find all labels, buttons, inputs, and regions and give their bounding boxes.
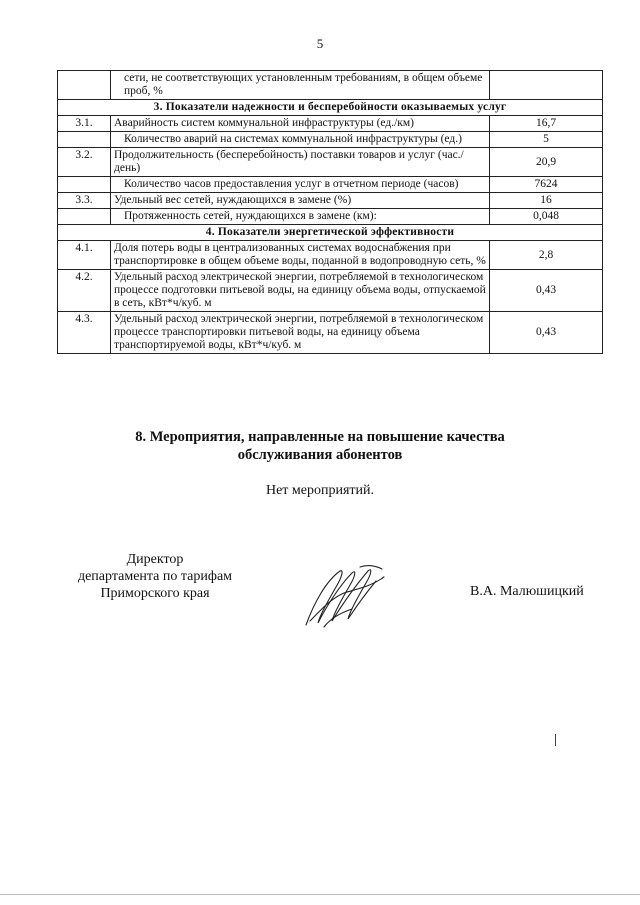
indicator-value: 5 bbox=[490, 132, 603, 148]
page-bottom-edge bbox=[0, 894, 640, 895]
row-number: 4.1. bbox=[58, 241, 111, 270]
indicator-description: Удельный вес сетей, нуждающихся в замене (%) bbox=[111, 193, 490, 209]
indicators-table bbox=[57, 70, 603, 354]
indicator-description: Продолжительность (бесперебойность) поставки товаров и услуг (час./день) bbox=[111, 148, 490, 177]
indicator-value: 16 bbox=[490, 193, 603, 209]
signatory-title-line-1: Директор bbox=[126, 552, 184, 567]
indicator-value: 16,7 bbox=[490, 116, 603, 132]
scan-mark bbox=[555, 734, 556, 746]
table-row bbox=[58, 193, 603, 209]
row-number bbox=[58, 209, 111, 225]
handwritten-signature bbox=[300, 563, 390, 633]
row-number: 3.1. bbox=[58, 116, 111, 132]
no-measures-note: Нет мероприятий. bbox=[265, 483, 375, 498]
section-title: 3. Показатели надежности и бесперебойности оказываемых услуг bbox=[58, 100, 603, 116]
page-number: 5 bbox=[316, 36, 324, 51]
row-number: 3.3. bbox=[58, 193, 111, 209]
table-row bbox=[58, 71, 603, 100]
section-8-heading-line-1: 8. Мероприятия, направленные на повышение качества bbox=[135, 429, 505, 445]
indicator-value: 0,43 bbox=[490, 312, 603, 354]
indicator-description: Количество аварий на системах коммунальной инфраструктуры (ед.) bbox=[111, 132, 490, 148]
table-row bbox=[58, 132, 603, 148]
indicator-description: Количество часов предоставления услуг в отчетном периоде (часов) bbox=[111, 177, 490, 193]
table-row bbox=[58, 312, 603, 354]
table-row bbox=[58, 209, 603, 225]
signatory-title bbox=[55, 551, 255, 602]
row-number bbox=[58, 177, 111, 193]
row-number: 4.2. bbox=[58, 270, 111, 312]
indicators-table-body bbox=[58, 71, 603, 354]
row-number bbox=[58, 132, 111, 148]
indicator-value: 7624 bbox=[490, 177, 603, 193]
signatory-name: В.А. Малюшицкий bbox=[470, 584, 584, 599]
indicator-description: Доля потерь воды в централизованных системах водоснабжения при транспортировке в общем объеме воды, поданной в водопроводную сеть, % bbox=[111, 241, 490, 270]
table-section-row bbox=[58, 100, 603, 116]
table-row bbox=[58, 241, 603, 270]
indicator-description: сети, не соответствующих установленным требованиям, в общем объеме проб, % bbox=[111, 71, 490, 100]
indicator-description: Аварийность систем коммунальной инфраструктуры (ед./км) bbox=[111, 116, 490, 132]
indicator-description: Протяженность сетей, нуждающихся в замене (км): bbox=[111, 209, 490, 225]
table-row bbox=[58, 116, 603, 132]
row-number bbox=[58, 71, 111, 100]
indicator-value: 20,9 bbox=[490, 148, 603, 177]
table-row bbox=[58, 148, 603, 177]
table-row bbox=[58, 270, 603, 312]
table-row bbox=[58, 177, 603, 193]
row-number: 4.3. bbox=[58, 312, 111, 354]
section-title: 4. Показатели энергетической эффективности bbox=[58, 225, 603, 241]
indicator-description: Удельный расход электрической энергии, потребляемой в технологическом процессе подготовки питьевой воды, на единицу объема воды, отпускаемой в сеть, кВт*ч/куб. м bbox=[111, 270, 490, 312]
row-number: 3.2. bbox=[58, 148, 111, 177]
indicator-value bbox=[490, 71, 603, 100]
indicator-value: 0,43 bbox=[490, 270, 603, 312]
signatory-title-line-2: департамента по тарифам bbox=[77, 569, 233, 584]
section-8-heading bbox=[0, 428, 640, 464]
table-section-row bbox=[58, 225, 603, 241]
indicator-description: Удельный расход электрической энергии, потребляемой в технологическом процессе транспортировки питьевой воды, на единицу объема транспортируемой воды, кВт*ч/куб. м bbox=[111, 312, 490, 354]
indicator-value: 0,048 bbox=[490, 209, 603, 225]
indicator-value: 2,8 bbox=[490, 241, 603, 270]
signatory-title-line-3: Приморского края bbox=[100, 586, 210, 601]
section-8-heading-line-2: обслуживания абонентов bbox=[237, 447, 403, 463]
